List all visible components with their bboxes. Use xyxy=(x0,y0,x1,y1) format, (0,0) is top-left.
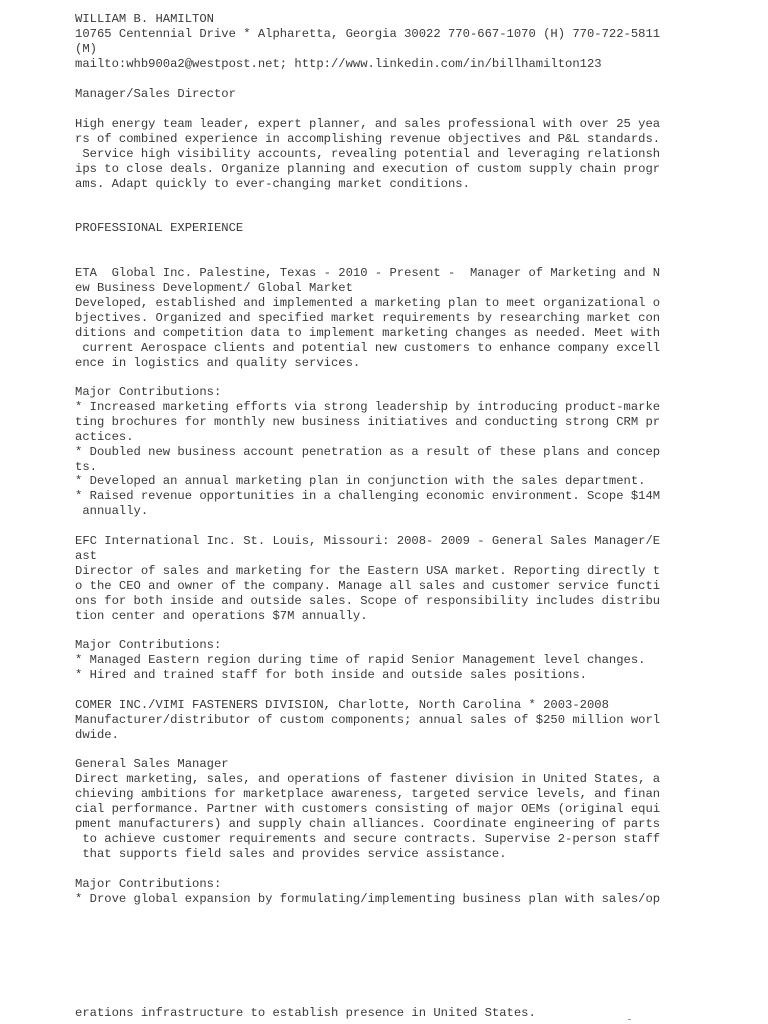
job-description-line: that supports field sales and provides service assistance. xyxy=(75,847,507,861)
job-heading: EFC International Inc. St. Louis, Missouri: 2008- 2009 - General Sales Manager/E xyxy=(75,534,661,548)
summary-line: High energy team leader, expert planner, and sales professional with over 25 yea xyxy=(75,117,661,131)
job-description-line: current Aerospace clients and potential new customers to enhance company excell xyxy=(75,341,661,355)
job-description-line: Developed, established and implemented a marketing plan to meet organizational o xyxy=(75,296,661,310)
job-description-line: pment manufacturers) and supply chain alliances. Coordinate engineering of parts xyxy=(75,817,661,831)
section-heading-experience: PROFESSIONAL EXPERIENCE xyxy=(75,221,244,235)
summary-line: Service high visibility accounts, revealing potential and leveraging relationsh xyxy=(75,147,661,161)
summary-line: rs of combined experience in accomplishing revenue objectives and P&L standards. xyxy=(75,132,661,146)
company-description-line: dwide. xyxy=(75,728,119,742)
contact-email-link: mailto:whb900a2@westpost.net; http://www.linkedin.com/in/billhamilton123 xyxy=(75,57,602,71)
contact-phone-suffix: (M) xyxy=(75,42,97,56)
contribution-line: * Doubled new business account penetration as a result of these plans and concep xyxy=(75,445,661,459)
job-description-line: ence in logistics and quality services. xyxy=(75,356,361,370)
job-description-line: Direct marketing, sales, and operations of fastener division in United States, a xyxy=(75,772,661,786)
job-heading: ast xyxy=(75,549,97,563)
contributions-heading: Major Contributions: xyxy=(75,877,222,891)
contribution-line: actices. xyxy=(75,430,134,444)
summary-line: ips to close deals. Organize planning and execution of custom supply chain progr xyxy=(75,162,661,176)
job-description-line: chieving ambitions for marketplace awareness, targeted service levels, and finan xyxy=(75,787,661,801)
contributions-heading: Major Contributions: xyxy=(75,385,222,399)
contribution-line: * Increased marketing efforts via strong leadership by introducing product-marke xyxy=(75,400,661,414)
contact-address-phone: 10765 Centennial Drive * Alpharetta, Georgia 30022 770-667-1070 (H) 770-722-5811 xyxy=(75,27,661,41)
job-heading: COMER INC./VIMI FASTENERS DIVISION, Charlotte, North Carolina * 2003-2008 xyxy=(75,698,609,712)
job-heading: ETA Global Inc. Palestine, Texas - 2010 - Present - Manager of Marketing and N xyxy=(75,266,661,280)
contribution-line: ting brochures for monthly new business initiatives and conducting strong CRM pr xyxy=(75,415,661,429)
contribution-line: * Managed Eastern region during time of rapid Senior Management level changes. xyxy=(75,653,646,667)
job-description-line: ons for both inside and outside sales. Scope of responsibility includes distribu xyxy=(75,594,661,608)
resume-headline: Manager/Sales Director xyxy=(75,87,236,101)
summary-line: ams. Adapt quickly to ever-changing market conditions. xyxy=(75,177,470,191)
contribution-line: * Developed an annual marketing plan in conjunction with the sales department. xyxy=(75,474,646,488)
company-description-line: Manufacturer/distributor of custom components; annual sales of $250 million worl xyxy=(75,713,661,727)
job-description-line: o the CEO and owner of the company. Manage all sales and customer service functi xyxy=(75,579,661,593)
job-title: General Sales Manager xyxy=(75,757,229,771)
stray-mark xyxy=(628,1019,631,1020)
job-description-line: bjectives. Organized and specified market requirements by researching market con xyxy=(75,311,661,325)
job-description-line: Director of sales and marketing for the Eastern USA market. Reporting directly t xyxy=(75,564,661,578)
contributions-heading: Major Contributions: xyxy=(75,638,222,652)
contribution-line: erations infrastructure to establish presence in United States. xyxy=(75,1006,536,1020)
contribution-line: ts. xyxy=(75,460,97,474)
contribution-line: * Drove global expansion by formulating/implementing business plan with sales/op xyxy=(75,892,661,906)
resume-name: WILLIAM B. HAMILTON xyxy=(75,12,214,26)
job-description-line: to achieve customer requirements and secure contracts. Supervise 2-person staff xyxy=(75,832,661,846)
contribution-line: * Raised revenue opportunities in a challenging economic environment. Scope $14M xyxy=(75,489,661,503)
contribution-line: annually. xyxy=(75,504,149,518)
job-description-line: tion center and operations $7M annually. xyxy=(75,609,368,623)
job-heading: ew Business Development/ Global Market xyxy=(75,281,353,295)
job-description-line: ditions and competition data to implement marketing changes as needed. Meet with xyxy=(75,326,661,340)
job-description-line: cial performance. Partner with customers consisting of major OEMs (original equi xyxy=(75,802,661,816)
contribution-line: * Hired and trained staff for both inside and outside sales positions. xyxy=(75,668,587,682)
